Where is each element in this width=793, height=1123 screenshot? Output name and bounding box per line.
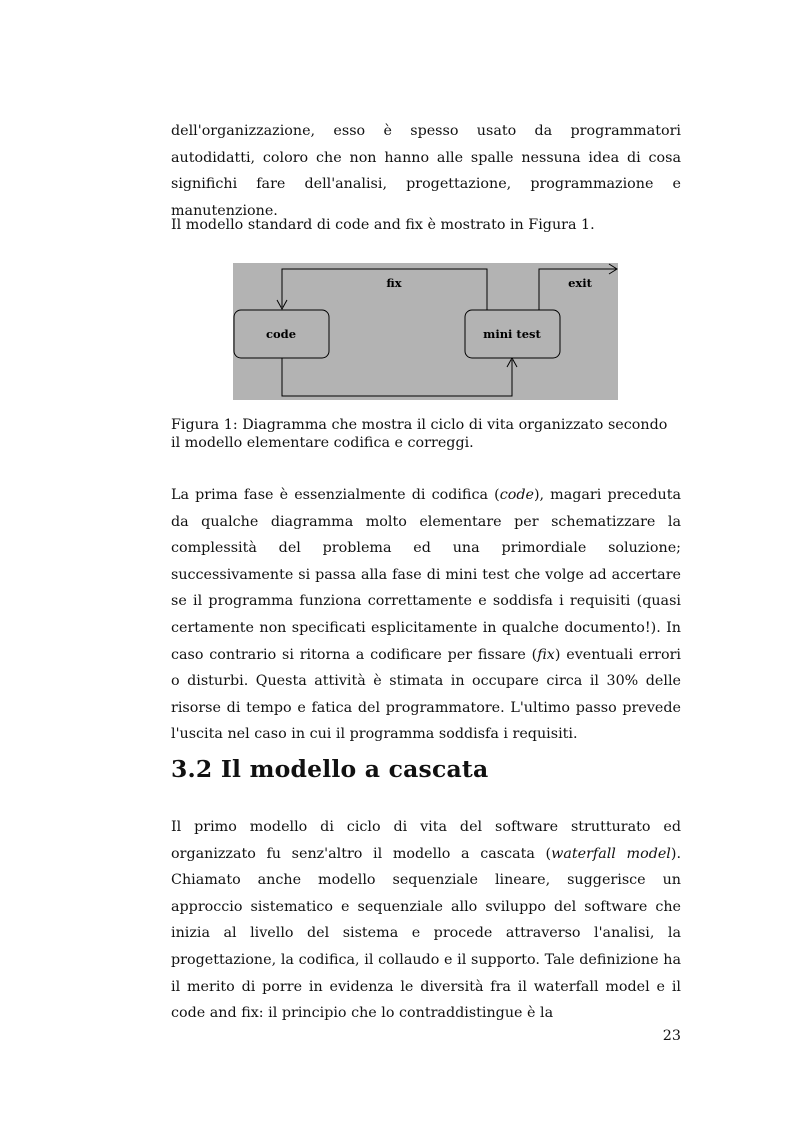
fix-label: fix — [386, 276, 402, 290]
exit-label: exit — [568, 276, 592, 290]
paragraph-figure-reference: Il modello standard di code and fix è mostrato in Figura 1. — [171, 217, 595, 233]
section-heading: 3.2 Il modello a cascata — [171, 755, 489, 783]
mini-test-label: mini test — [483, 327, 541, 341]
paragraph-intro: dell'organizzazione, esso è spesso usato da programmatori autodidatti, coloro che non hanno alle spalle nessuna idea di cosa significhi fare dell'analisi, progettazione, programmazione e manutenzione. — [171, 123, 681, 219]
code-label: code — [265, 327, 297, 341]
code-and-fix-diagram — [233, 263, 618, 400]
page-number: 23 — [662, 1028, 681, 1044]
figure-caption: Figura 1: Diagramma che mostra il ciclo di vita organizzato secondo il modello elementare codifica e correggi. — [171, 417, 668, 451]
paragraph-waterfall: Il primo modello di ciclo di vita del software strutturato ed organizzato fu senz'altro il modello a cascata (waterfall model). Chiamato anche modello sequenziale lineare, suggerisce un approccio sistematico e sequenziale allo sviluppo del software che inizia al livello del sistema e procede attraverso l'analisi, la progettazione, la codifica, il collaudo e il supporto. Tale definizione ha il merito di porre in evidenza le diversità fra il waterfall model e il code and fix: il principio che lo contraddistingue è la — [171, 819, 681, 1022]
paragraph-first-phase: La prima fase è essenzialmente di codifica (code), magari preceduta da qualche diagramma molto elementare per schematizzare la complessità del problema ed una primordiale soluzione; successivamente si passa alla fase di mini test che volge ad accertare se il programma funziona correttamente e soddisfa i requisiti (quasi certamente non specificati esplicitamente in qualche documento!). In caso contrario si ritorna a codificare per fissare (fix) eventuali errori o disturbi. Questa attività è stimata in occupare circa il 30% delle risorse di tempo e fatica del programmatore. L'ultimo passo prevede l'uscita nel caso in cui il programma soddisfa i requisiti. — [171, 487, 682, 743]
